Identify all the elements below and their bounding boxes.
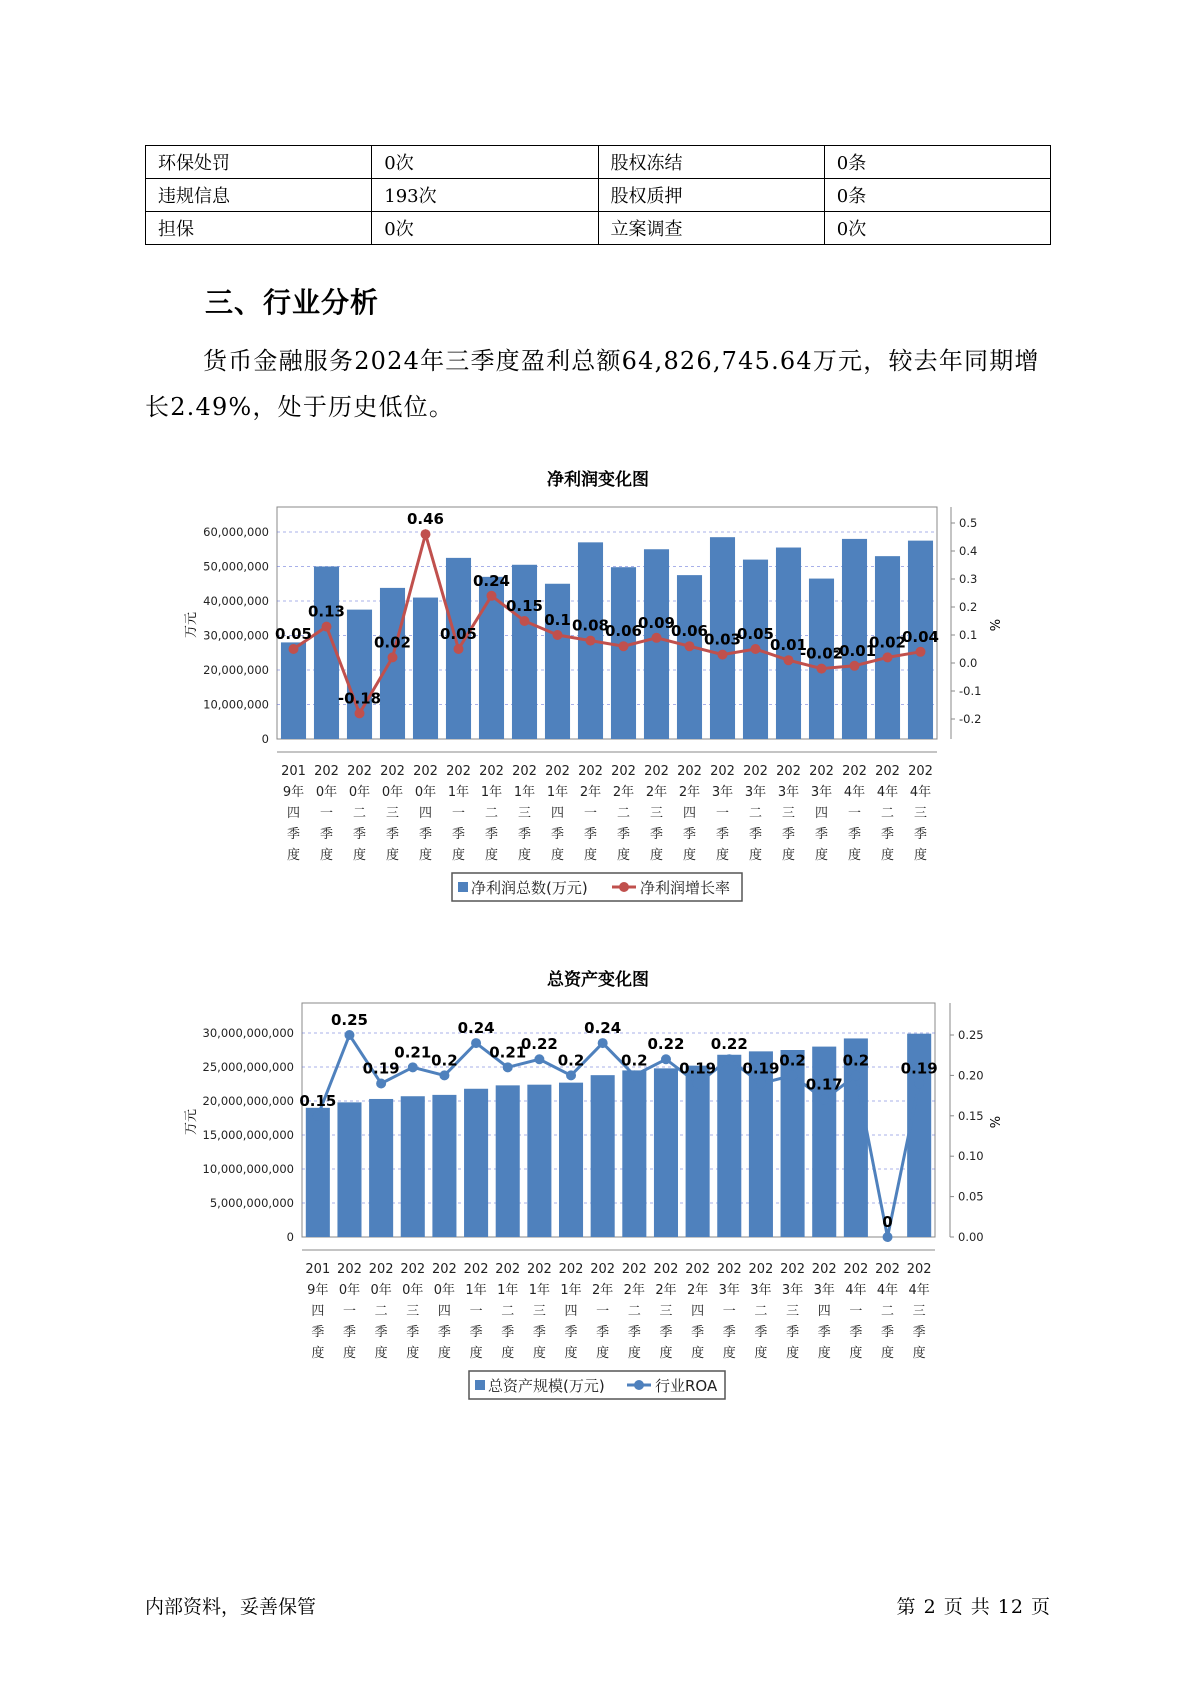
chart-title: 净利润变化图 <box>547 470 649 490</box>
x-tick-label: 202 2年四季度 <box>685 1262 711 1361</box>
data-point <box>685 641 695 651</box>
footer-confidential-note: 内部资料，妥善保管 <box>145 1596 317 1618</box>
table-cell-item-value: 193次 <box>372 179 598 212</box>
table-cell-item-label: 股权冻结 <box>598 146 824 179</box>
plot-area <box>302 1003 935 1237</box>
bar <box>401 1096 425 1237</box>
y-tick-label: 5,000,000,000 <box>209 1196 294 1210</box>
x-tick-label: 202 2年三季度 <box>644 764 669 863</box>
data-point <box>916 647 926 657</box>
x-tick-label: 202 1年一季度 <box>446 764 471 863</box>
data-point <box>503 1062 513 1072</box>
y2-tick-label: 0.3 <box>959 572 978 586</box>
bar <box>432 1095 456 1237</box>
x-tick-label: 201 9年四季度 <box>305 1262 331 1361</box>
data-point <box>586 636 596 646</box>
data-point <box>520 616 530 626</box>
x-tick-label: 202 4年二季度 <box>875 764 900 863</box>
data-label: 0.2 <box>431 1051 458 1070</box>
data-point <box>355 708 365 718</box>
x-tick-label: 202 1年三季度 <box>526 1262 552 1361</box>
data-label: 0.24 <box>584 1019 622 1038</box>
x-tick-label: 202 0年三季度 <box>400 1262 426 1361</box>
x-tick-label: 202 0年四季度 <box>432 1262 457 1361</box>
data-point <box>344 1030 354 1040</box>
y2-tick-label: 0.1 <box>959 628 978 642</box>
chart-title: 总资产变化图 <box>547 970 649 990</box>
y2-tick-label: 0.15 <box>958 1108 984 1123</box>
table-cell-item-value: 0次 <box>372 146 598 179</box>
data-point <box>851 1070 861 1080</box>
table-cell-item-label: 违规信息 <box>146 179 372 212</box>
data-point <box>883 1232 893 1242</box>
y-tick-label: 30,000,000 <box>203 628 269 643</box>
x-tick-label: 202 1年一季度 <box>463 1262 489 1361</box>
data-label: 0.02 <box>868 633 907 652</box>
x-tick-label: 202 4年一季度 <box>843 1262 869 1361</box>
data-label: 0.19 <box>900 1059 938 1078</box>
data-point <box>756 1078 766 1088</box>
legend-bar-label: 总资产规模(万元) <box>488 1377 605 1395</box>
data-point <box>819 1095 829 1105</box>
x-tick-label: 202 4年一季度 <box>842 764 867 863</box>
data-point <box>289 644 299 654</box>
x-tick-label: 202 3年二季度 <box>743 764 768 863</box>
y2-tick-label: 0.25 <box>958 1028 984 1042</box>
y-tick-label: 20,000,000 <box>203 663 269 677</box>
data-point <box>784 655 794 665</box>
data-label: 0.05 <box>274 625 313 643</box>
bar <box>413 598 438 739</box>
bar <box>512 565 537 739</box>
x-tick-label: 201 9年四季度 <box>281 764 306 863</box>
data-label: 0.46 <box>406 510 445 529</box>
data-label: 0.25 <box>330 1011 368 1029</box>
data-point <box>439 1070 449 1080</box>
table-cell-item-value: 0次 <box>372 212 598 245</box>
data-label: 0.17 <box>805 1075 843 1094</box>
footer-page-number: 第 2 页 共 12 页 <box>896 1596 1051 1618</box>
y2-tick-label: 0.5 <box>959 516 978 530</box>
bar <box>644 549 669 739</box>
data-point <box>534 1054 544 1064</box>
data-point <box>817 664 827 674</box>
x-tick-label: 202 1年二季度 <box>495 1262 521 1361</box>
data-point <box>661 1054 671 1064</box>
data-label: 0.24 <box>472 571 511 590</box>
legend-line-label: 行业ROA <box>655 1377 718 1395</box>
industry-summary: 货币金融服务2024年三季度盈利总额64,826,745.64万元，较去年同期增长2.49%，处于历史低位。 <box>145 347 1040 421</box>
bar <box>591 1075 615 1237</box>
data-label: 0.2 <box>842 1051 870 1070</box>
data-label: 0.04 <box>901 627 940 646</box>
bar <box>559 1083 583 1237</box>
x-tick-label: 202 0年一季度 <box>314 764 339 863</box>
data-label: -0.01 <box>832 641 877 660</box>
x-tick-label: 202 1年三季度 <box>512 764 537 863</box>
data-label: -0.18 <box>337 689 382 708</box>
data-point <box>751 644 761 654</box>
y2-tick-label: 0.2 <box>959 600 978 614</box>
x-tick-label: 202 2年三季度 <box>653 1262 679 1361</box>
x-tick-label: 202 3年一季度 <box>716 1262 742 1361</box>
data-label: 0.03 <box>703 630 742 649</box>
bar <box>677 575 702 739</box>
x-tick-label: 202 2年一季度 <box>578 764 603 863</box>
y-tick-label: 40,000,000 <box>203 594 269 608</box>
y-tick-label: 30,000,000,000 <box>202 1026 294 1040</box>
data-point <box>652 633 662 643</box>
x-tick-label: 202 0年一季度 <box>337 1262 362 1361</box>
y-tick-label: 10,000,000,000 <box>202 1162 294 1176</box>
y-tick-label: 50,000,000 <box>203 559 269 574</box>
x-tick-label: 202 2年一季度 <box>590 1262 616 1361</box>
data-label: 0.06 <box>670 622 709 641</box>
x-tick-label: 202 2年二季度 <box>621 1262 647 1361</box>
data-point <box>914 1078 924 1088</box>
table-row <box>146 146 1051 179</box>
x-tick-label: 202 4年三季度 <box>906 1262 932 1361</box>
table-cell-item-label: 环保处罚 <box>146 146 372 179</box>
y2-tick-label: -0.1 <box>959 684 982 698</box>
x-tick-label: 202 4年三季度 <box>908 764 933 863</box>
bar <box>527 1085 551 1237</box>
y-axis-title: 万元 <box>184 611 199 639</box>
bar <box>545 584 570 739</box>
bar <box>654 1068 678 1237</box>
bar <box>281 642 306 739</box>
table-row <box>146 212 1051 245</box>
x-tick-label: 202 1年四季度 <box>545 764 570 863</box>
bar <box>611 567 636 739</box>
data-label: 0.24 <box>457 1019 495 1038</box>
bar <box>347 610 372 739</box>
y2-tick-label: 0.05 <box>958 1189 984 1204</box>
y2-tick-label: 0.10 <box>958 1149 984 1164</box>
legend-bar-label: 净利润总数(万元) <box>471 879 588 897</box>
legend-bar-swatch <box>458 882 468 892</box>
data-label: 0.08 <box>571 616 610 635</box>
data-label: 0.22 <box>520 1035 558 1054</box>
y2-tick-label: 0.20 <box>958 1068 984 1083</box>
data-label: 0.2 <box>621 1051 648 1070</box>
data-label: 0.19 <box>742 1059 780 1078</box>
y2-tick-label: 0.4 <box>959 544 978 558</box>
data-label: 0.09 <box>637 613 676 632</box>
data-point <box>724 1054 734 1064</box>
table-cell-item-label: 担保 <box>146 212 372 245</box>
bar <box>306 1108 330 1237</box>
bar <box>369 1099 393 1237</box>
x-tick-label: 202 0年四季度 <box>413 764 438 863</box>
bar <box>380 588 405 739</box>
bar <box>622 1070 646 1237</box>
section-title: 三、行业分析 <box>205 286 380 319</box>
data-label: 0.05 <box>736 625 775 643</box>
y2-axis-title: % <box>989 618 1004 632</box>
data-point <box>598 1038 608 1048</box>
x-tick-label: 202 0年二季度 <box>368 1262 394 1361</box>
data-point <box>553 630 563 640</box>
net-profit-chart <box>0 455 1191 915</box>
bar <box>717 1055 741 1237</box>
data-point <box>322 622 332 632</box>
y-tick-label: 20,000,000,000 <box>202 1094 294 1108</box>
data-point <box>566 1070 576 1080</box>
x-tick-label: 202 3年二季度 <box>748 1262 774 1361</box>
y2-axis-title: % <box>989 1115 1004 1129</box>
data-label: 0.21 <box>489 1043 527 1062</box>
table-row <box>146 179 1051 212</box>
data-point <box>408 1062 418 1072</box>
y-tick-label: 10,000,000 <box>203 697 269 712</box>
data-label: 0.21 <box>394 1043 432 1062</box>
data-point <box>629 1070 639 1080</box>
y-tick-label: 60,000,000 <box>203 525 269 539</box>
y2-tick-label: 0.0 <box>959 656 978 670</box>
legend-line-marker <box>619 882 629 892</box>
data-label: 0.05 <box>439 625 478 643</box>
data-point <box>850 661 860 671</box>
y2-tick-label: 0.00 <box>958 1230 984 1244</box>
data-label: -0.02 <box>799 644 844 663</box>
bar <box>337 1102 361 1237</box>
bar <box>686 1066 710 1237</box>
bar <box>842 539 867 739</box>
data-label: 0.2 <box>557 1051 585 1070</box>
data-point <box>471 1038 481 1048</box>
x-tick-label: 202 3年四季度 <box>809 764 834 863</box>
table-cell-item-value: 0条 <box>824 146 1050 179</box>
data-label: 0.1 <box>544 611 571 629</box>
data-label: 0.22 <box>647 1035 685 1054</box>
y-tick-label: 0 <box>261 732 269 746</box>
legend-bar-swatch <box>475 1380 485 1390</box>
data-point <box>693 1078 703 1088</box>
data-label: 0 <box>882 1213 893 1231</box>
data-label: 0.22 <box>710 1035 748 1054</box>
y-tick-label: 0 <box>286 1230 294 1244</box>
data-point <box>376 1078 386 1088</box>
x-tick-label: 202 4年二季度 <box>875 1262 900 1361</box>
data-label: 0.01 <box>769 636 808 655</box>
data-point <box>454 644 464 654</box>
bar <box>496 1085 520 1237</box>
bar <box>464 1089 488 1237</box>
table-cell-item-label: 立案调查 <box>598 212 824 245</box>
data-point <box>313 1111 323 1121</box>
data-label: 0.19 <box>362 1059 400 1078</box>
table-cell-item-value: 0次 <box>824 212 1050 245</box>
y-tick-label: 25,000,000,000 <box>202 1060 294 1074</box>
y-tick-label: 15,000,000,000 <box>202 1128 294 1142</box>
legend-line-marker <box>634 1380 644 1390</box>
x-tick-label: 202 3年四季度 <box>811 1262 837 1361</box>
x-tick-label: 202 0年二季度 <box>347 764 372 863</box>
data-label: 0.13 <box>307 602 346 621</box>
data-point <box>421 529 431 539</box>
data-label: 0.06 <box>604 622 643 641</box>
data-label: 0.19 <box>679 1059 717 1078</box>
data-label: 0.02 <box>373 633 412 652</box>
data-point <box>718 650 728 660</box>
data-label: 0.15 <box>299 1091 337 1110</box>
table-cell-item-label: 股权质押 <box>598 179 824 212</box>
data-point <box>487 591 497 601</box>
x-tick-label: 202 1年四季度 <box>558 1262 584 1361</box>
y2-tick-label: -0.2 <box>959 712 982 726</box>
x-tick-label: 202 3年三季度 <box>780 1262 805 1361</box>
data-point <box>883 652 893 662</box>
table-cell-item-value: 0条 <box>824 179 1050 212</box>
data-label: 0.15 <box>505 597 544 615</box>
data-point <box>619 641 629 651</box>
total-assets-chart <box>0 955 1191 1415</box>
x-tick-label: 202 1年二季度 <box>479 764 504 863</box>
x-tick-label: 202 2年二季度 <box>611 764 636 863</box>
data-point <box>788 1070 798 1080</box>
y-axis-title: 万元 <box>184 1108 199 1136</box>
x-tick-label: 202 3年一季度 <box>710 764 735 863</box>
x-tick-label: 202 0年三季度 <box>380 764 405 863</box>
legend-line-label: 净利润增长率 <box>640 879 731 897</box>
data-label: 0.2 <box>779 1051 806 1070</box>
data-point <box>388 652 398 662</box>
risk-info-table <box>145 145 1051 245</box>
x-tick-label: 202 3年三季度 <box>776 764 801 863</box>
x-tick-label: 202 2年四季度 <box>677 764 702 863</box>
